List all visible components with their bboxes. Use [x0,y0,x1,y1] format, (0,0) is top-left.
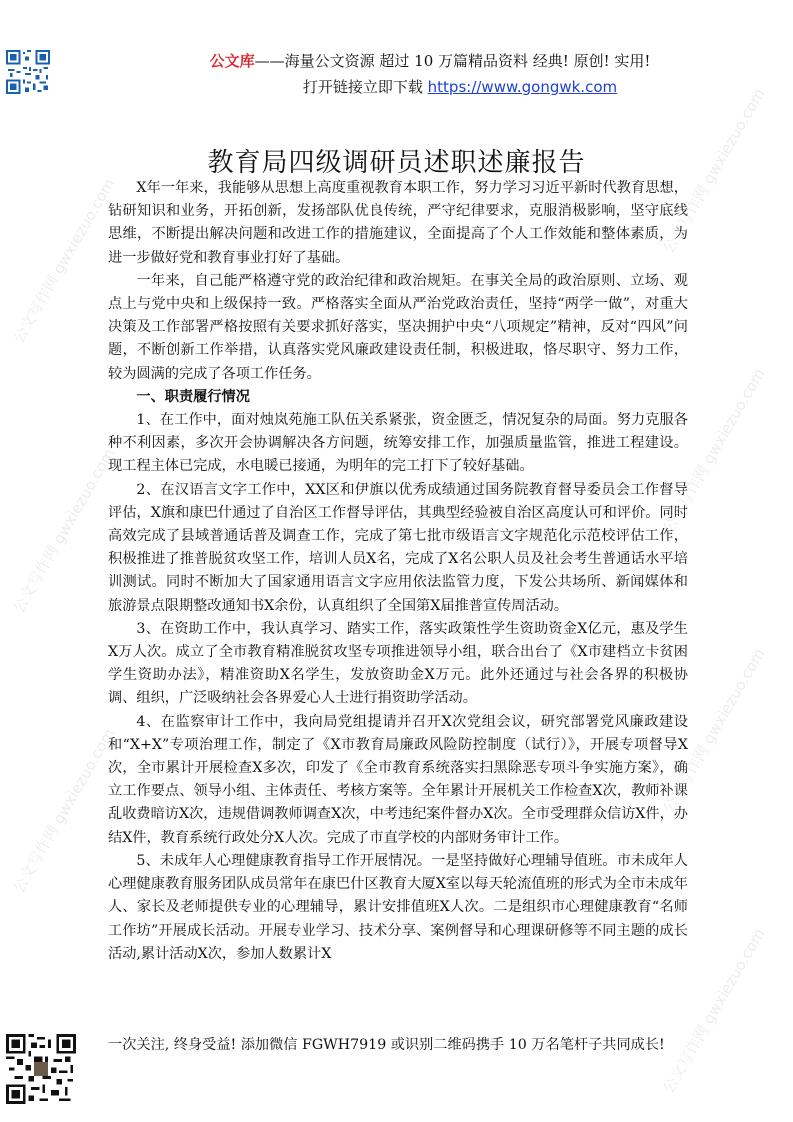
watermark: 公文写作网 gwxiezuo.com [9,445,119,617]
paragraph: 一年来，自己能严格遵守党的政治纪律和政治规矩。在事关全局的政治原则、立场、观点上与党中央和上级保持一致。严格落实全面从严治党政治责任，坚持“两学一做”，对重大决策及工作部署严格按照有关要求抓好落实，坚决拥护中央“八项规定”精神，反对“四风”问题，不断创新工作举措，认真落实党风廉政建设责任制，积极进取，恪尽职守、努力工作，较为圆满的完成了各项工作任务。 [108,272,688,382]
paragraph: 4、在监察审计工作中，我向局党组提请并召开X次党组会议，研究部署党风廉政建设和“X+X”专项治理工作，制定了《X市教育局廉政风险防控制度（试行）》，开展专项督导X次，全市累计开展检查X多次，印发了《全市教育系统落实扫黑除恶专项斗争实施方案》，确立工作要点、领导小组、主体责任、考核方案等。全年累计开展机关工作检查X次，教师补课乱收费暗访X次，违规借调教师调查X次，中考违纪案件督办X次。全市受理群众信访X件，办结X件，教育系统行政处分X人次。完成了市直学校的内部财务审计工作。 [108,713,688,846]
section-heading: 一、职责履行情况 [136,388,250,405]
document-title: 教育局四级调研员述职述廉报告 [207,148,586,178]
paragraph: 2、在汉语言文字工作中，XX区和伊旗以优秀成绩通过国务院教育督导委员会工作督导评估，X旗和康巴什通过了自治区工作督导评估，其典型经验被自治区高度认可和评价。同时高效完成了县域普通话普及调查工作，完成了第七批市级语言文字规范化示范校评估工作，积极推进了推普脱贫攻坚工作，培训人员X名，完成了X名公职人员及社会考生普通话水平培训测试。同时不断加大了国家通用语言文字应用依法监管力度，下发公共场所、新闻媒体和旅游景点限期整改通知书X余份，认真组织了全国第X届推普宣传周活动。 [108,481,688,614]
download-text: 打开链接立即下载 [302,78,428,96]
promo-tagline: ——海量公文资源 超过 10 万篇精品资料 经典! 原创! 实用! [254,52,651,70]
qr-code-icon [6,50,50,94]
watermark: 公文写作网 gwxiezuo.com [9,175,119,347]
qr-code-top [6,50,50,94]
paragraph: 3、在资助工作中，我认真学习、踏实工作，落实政策性学生资助资金X亿元，惠及学生X万人次。成立了全市教育精准脱贫攻坚专项推进领导小组，联合出台了《X市建档立卡贫困学生资助办法》，精准资助X名学生，发放资助金X万元。此外还通过与社会各界的积极协调、组织，广泛吸纳社会各界爱心人士进行捐资助学活动。 [108,620,688,707]
watermark: 公文写作网 gwxiezuo.com [659,925,769,1097]
download-line [150,74,710,100]
footer-promo: 一次关注, 终身受益! 添加微信 FGWH7919 或识别二维码携手 10 万名笔杆子共同成长! [108,1037,665,1053]
promo-line [150,48,710,74]
brand-name: 公文库 [209,52,255,70]
download-link[interactable]: https://www.gongwk.com [427,78,618,96]
qr-code-icon [6,1034,76,1104]
paragraph: 5、未成年人心理健康教育指导工作开展情况。一是坚持做好心理辅导值班。市未成年人心理健康教育服务团队成员常年在康巴什区教育大厦X室以每天轮流值班的形式为全市未成年人、家长及老师提供专业的心理辅导，累计安排值班X人次。二是组织市心理健康教育“名师工作坊”开展成长活动。开展专业学习、技术分享、案例督导和心理课研修等不同主题的成长活动,累计活动X次，参加人数累计X [108,852,688,962]
watermark: 公文写作网 gwxiezuo.com [9,725,119,897]
watermark: 公文写作网 gwxiezuo.com [659,85,769,257]
qr-code-bottom [6,1034,76,1104]
promo-header [150,48,710,100]
watermark: 公文写作网 gwxiezuo.com [659,645,769,817]
watermark: 公文写作网 gwxiezuo.com [659,365,769,537]
paragraph: 1、在工作中，面对烛岚苑施工队伍关系紧张，资金匮乏，情况复杂的局面。努力克服各种不利因素，多次开会协调解决各方问题，统筹安排工作，加强质量监管，推进工程建设。现工程主体已完成，水电暖已接通，为明年的完工打下了较好基础。 [108,412,688,475]
document-body [108,177,688,966]
paragraph: X年一年来，我能够从思想上高度重视教育本职工作，努力学习习近平新时代教育思想，钻研知识和业务，开拓创新，发扬部队优良传统，严守纪律要求，克服消极影响，坚守底线思维，不断提出解决问题和改进工作的措施建议，全面提高了个人工作效能和整体素质，为进一步做好党和教育事业打好了基础。 [108,180,688,266]
